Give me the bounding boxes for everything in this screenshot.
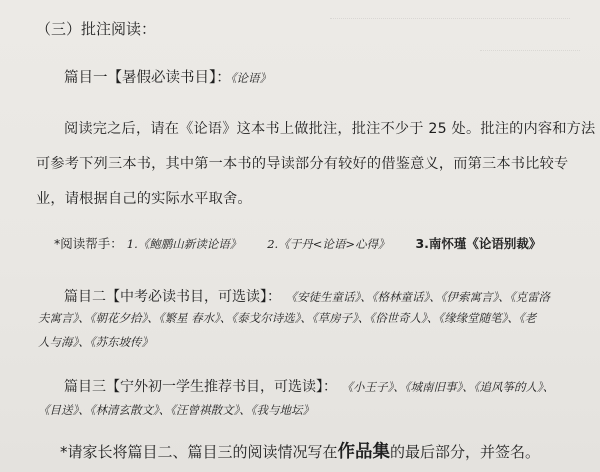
part1-book: 《论语》	[230, 71, 271, 85]
part3-books-line-2: 《目送》、《林清玄散文》、《汪曾祺散文》、《我与地坛》	[38, 403, 314, 417]
part2-books-line-1: 《安徒生童话》、《格林童话》、《伊索寓言》、《克雷洛	[285, 290, 550, 304]
part1-body-line-3: 业，请根据自己的实际水平取舍。	[36, 191, 252, 207]
parent-note-emphasis: 作品集	[337, 442, 391, 462]
part3-heading-line	[64, 376, 554, 396]
bleed-through-mark	[480, 40, 580, 51]
parent-note-prefix: *请家长将篇目二、篇目三的阅读情况写在	[60, 443, 338, 461]
part1-body-line-1: 阅读完之后，请在《论语》这本书上做批注，批注不少于 25 处。批注的内容和方法	[64, 121, 596, 137]
part2-heading-line	[64, 286, 550, 306]
reading-helper-item-2: 2.《于丹<论语>心得》	[267, 237, 390, 251]
section-title: （三）批注阅读：	[36, 20, 157, 38]
part2-books-line-3: 人与海》、《苏东坡传》	[38, 335, 153, 349]
part1-body-line-2: 可参考下列三本书，其中第一本书的导读部分有较好的借鉴意义，而第三本书比较专	[36, 156, 569, 172]
part1-heading: 篇目一【暑假必读书目】：	[64, 70, 231, 86]
bleed-through-mark	[330, 8, 570, 19]
reading-helper	[54, 234, 563, 252]
reading-helper-label: *阅读帮手：	[54, 236, 123, 251]
part3-heading: 篇目三【宁外初一学生推荐书目，可选读】：	[64, 379, 337, 395]
parent-note-suffix: 的最后部分，并签名。	[390, 443, 541, 461]
part2-heading: 篇目二【中考必读书目，可选读】：	[64, 289, 281, 305]
part1-heading-line	[64, 66, 271, 87]
parent-note	[60, 438, 540, 463]
part2-books-line-2: 夫寓言》、《朝花夕拾》、《繁星 春水》、《泰戈尔诗选》、《草房子》、《俗世奇人》、《缘缘堂随笔》、《老	[38, 311, 537, 325]
part3-books-line-1: 《小王子》、《城南旧事》、《追风筝的人》、	[341, 380, 555, 394]
reading-helper-item-1: 1.《鲍鹏山新读论语》	[126, 237, 242, 251]
reading-helper-item-3: 3.南怀瑾《论语别裁》	[415, 236, 542, 251]
